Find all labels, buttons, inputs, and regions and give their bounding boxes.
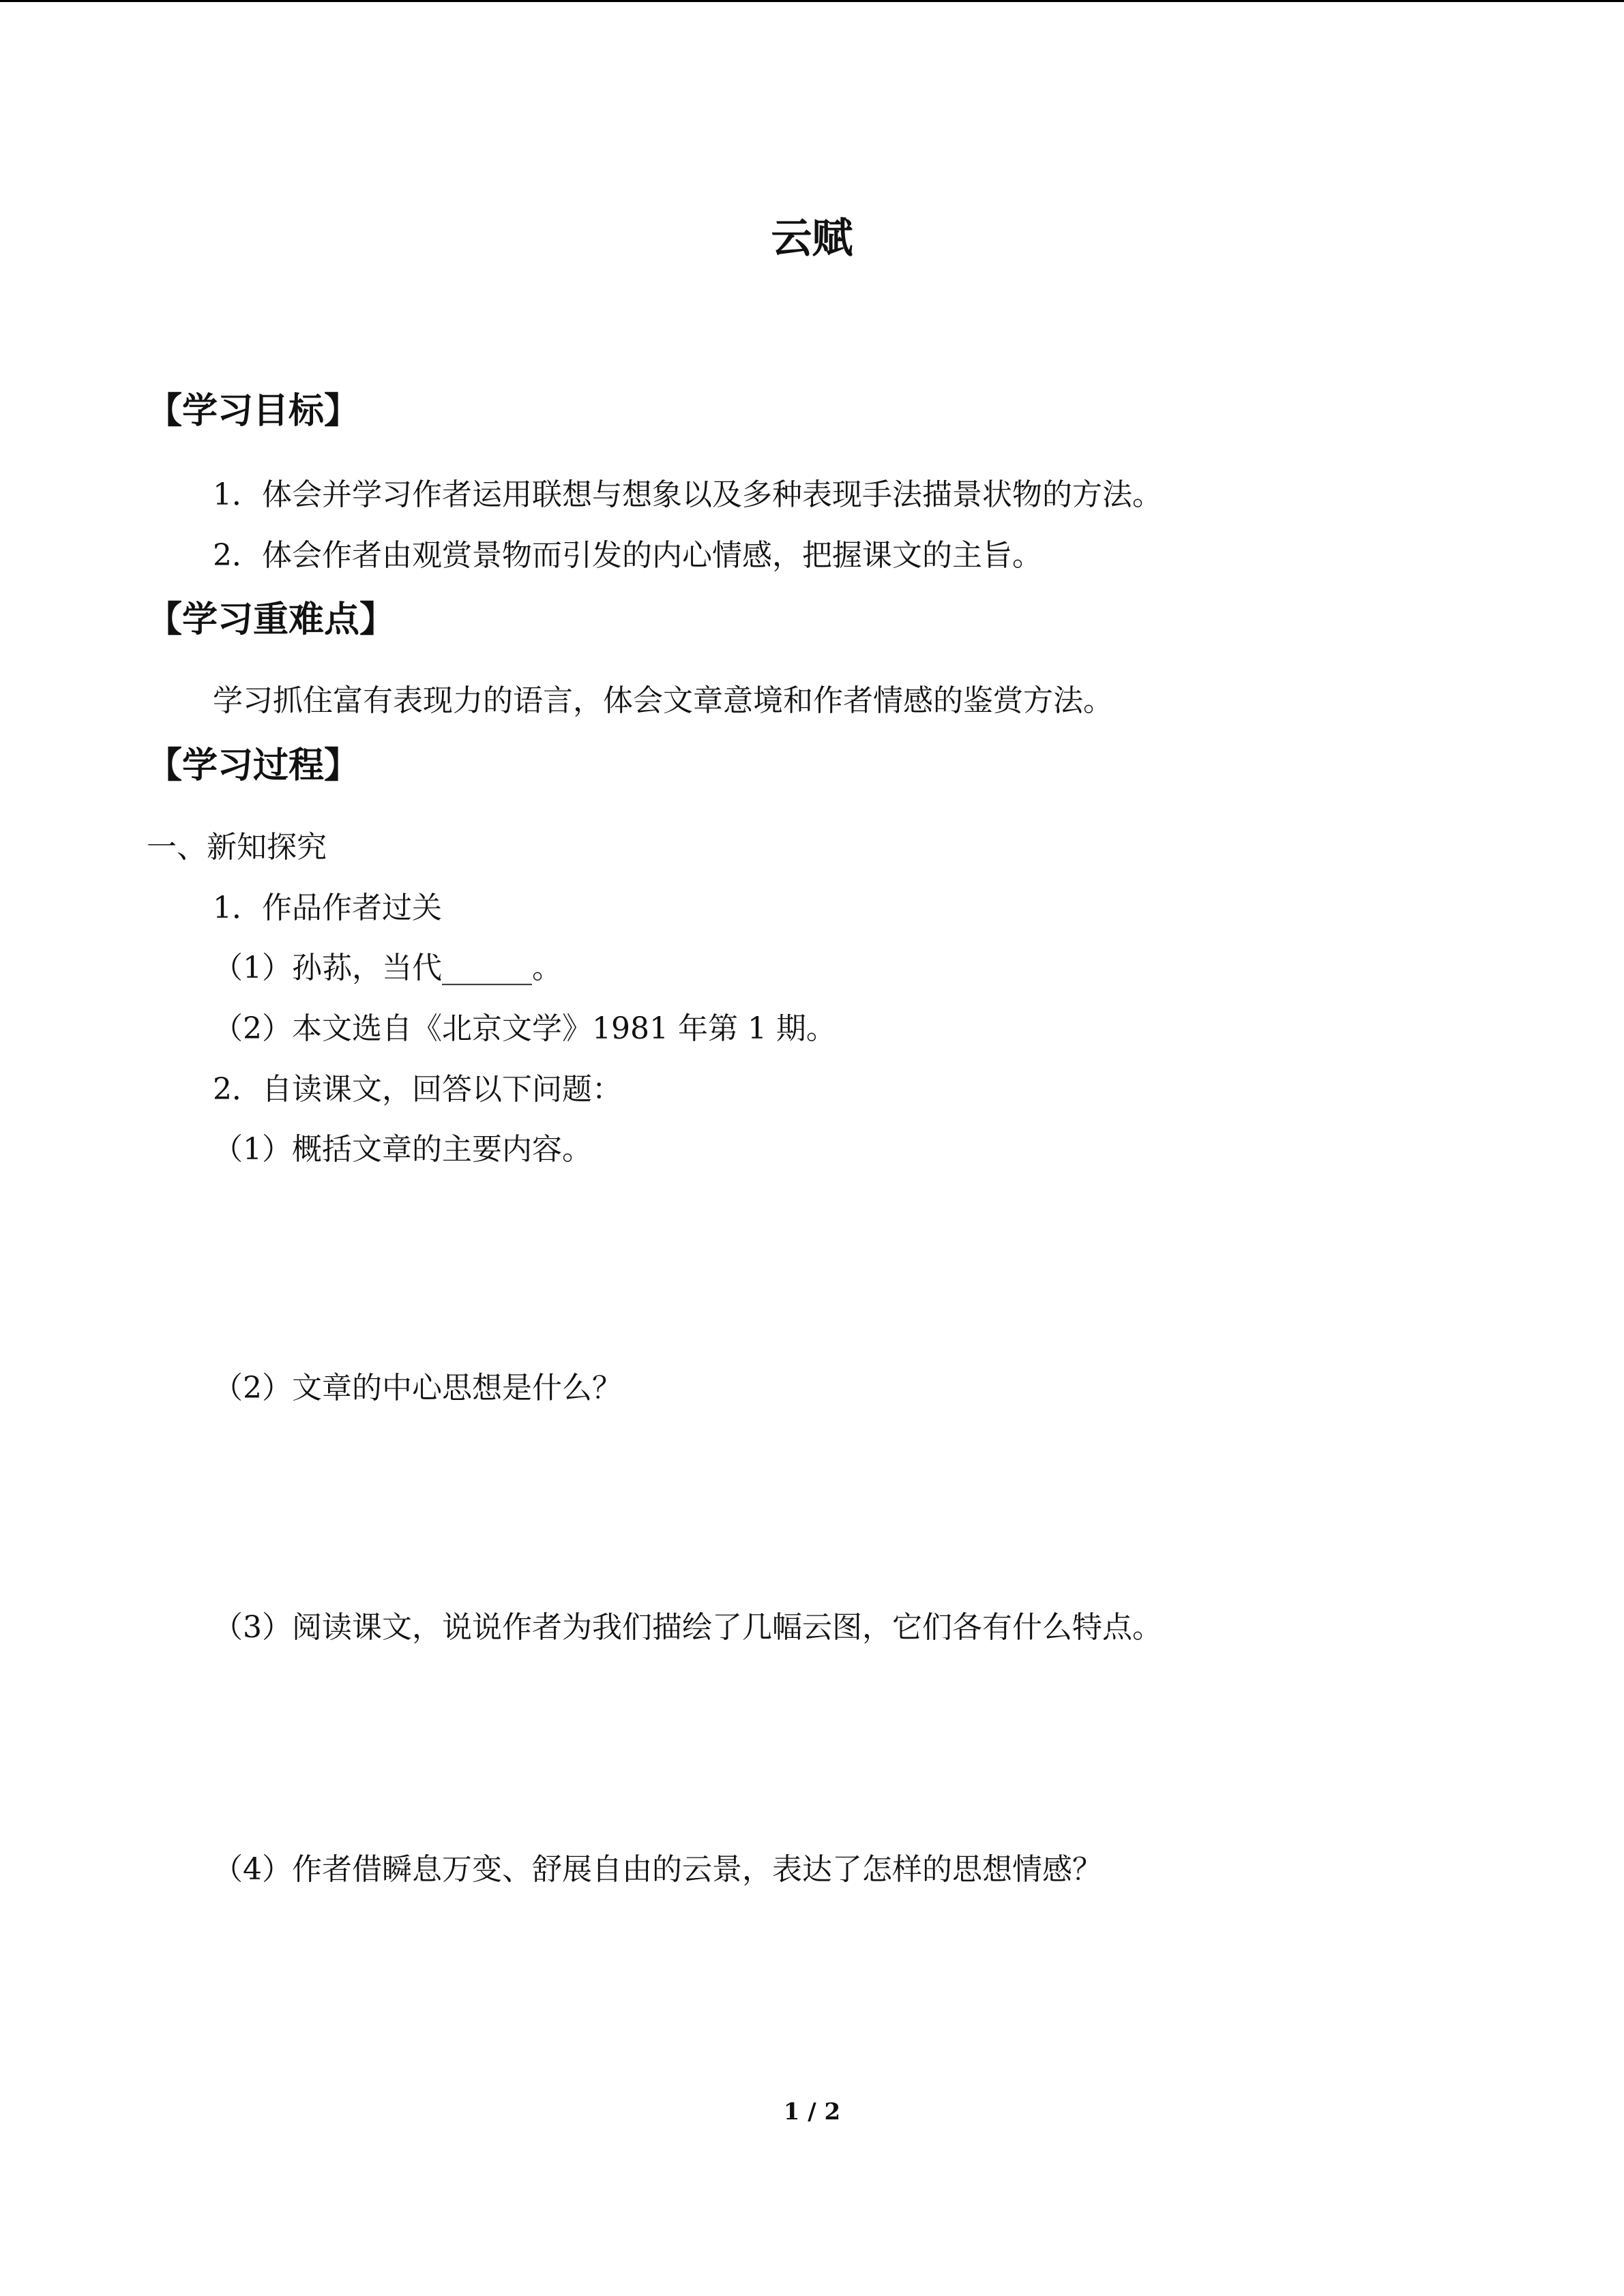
part-one-label: 一、新知探究 — [147, 830, 327, 865]
question-2: （2）文章的中心思想是什么？ — [213, 1371, 622, 1405]
key-points-text: 学习抓住富有表现力的语言，体会文章意境和作者情感的鉴赏方法。 — [213, 683, 1113, 718]
objective-item-2: 2．体会作者由观赏景物而引发的内心情感，把握课文的主旨。 — [213, 538, 1042, 573]
objective-item-1: 1．体会并学习作者运用联想与想象以及多种表现手法描景状物的方法。 — [213, 477, 1162, 512]
question-3: （3）阅读课文，说说作者为我们描绘了几幅云图，它们各有什么特点。 — [213, 1610, 1162, 1645]
item-1-label: 1．作品作者过关 — [213, 891, 442, 925]
process-heading: 【学习过程】 — [147, 745, 360, 786]
objectives-heading: 【学习目标】 — [147, 391, 360, 432]
document-title: 云赋 — [771, 215, 853, 263]
question-4: （4）作者借瞬息万变、舒展自由的云景，表达了怎样的思想情感？ — [213, 1852, 1102, 1887]
page-top-border — [0, 0, 1624, 2]
question-1: （1）概括文章的主要内容。 — [213, 1132, 592, 1167]
item-1-2: （2）本文选自《北京文学》1981 年第 1 期。 — [213, 1011, 836, 1046]
item-2-label: 2．自读课文，回答以下问题： — [213, 1072, 622, 1107]
page-number: 1 / 2 — [783, 2098, 841, 2126]
item-1-1: （1）孙荪，当代______。 — [213, 951, 562, 985]
key-points-heading: 【学习重难点】 — [147, 599, 396, 640]
